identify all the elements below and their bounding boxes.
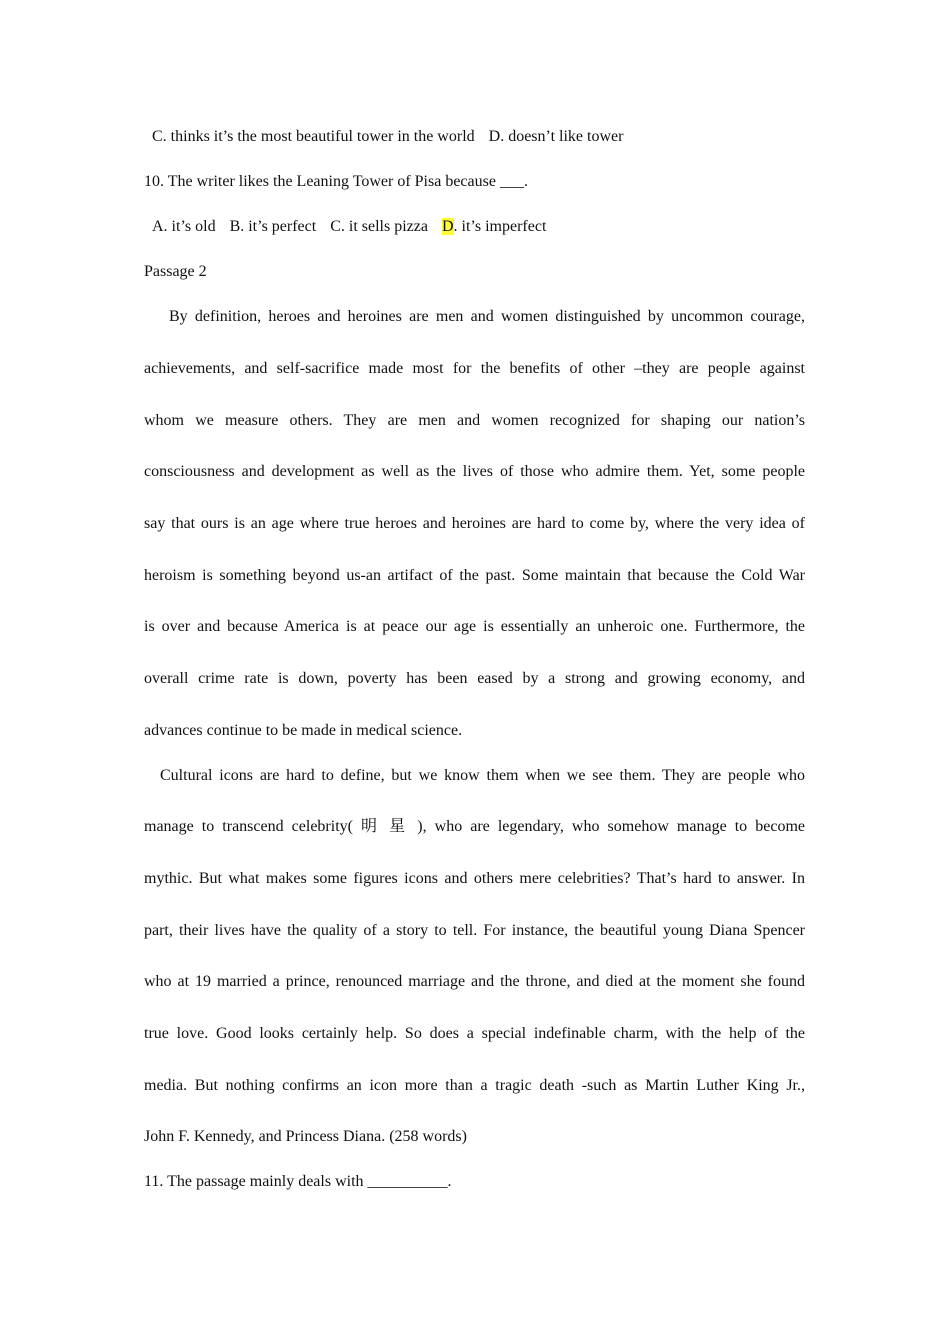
q10-option-d bbox=[442, 218, 546, 235]
q10-option-b: B. it’s perfect bbox=[229, 218, 317, 235]
paragraph-line: say that ours is an age where true heroes and heroines are hard to come by, where the very idea of bbox=[144, 515, 805, 532]
paragraph-line: whom we measure others. They are men and women recognized for shaping our nation’s bbox=[144, 412, 805, 429]
highlighted-answer-letter: D bbox=[441, 218, 454, 235]
paragraph-line: part, their lives have the quality of a story to tell. For instance, the beautiful young Diana Spencer bbox=[144, 922, 805, 939]
q9-option-d: D. doesn’t like tower bbox=[488, 128, 624, 145]
paragraph-line: advances continue to be made in medical science. bbox=[144, 722, 463, 739]
q9-option-c: C. thinks it’s the most beautiful tower in the world bbox=[152, 128, 475, 145]
paragraph-line: true love. Good looks certainly help. So does a special indefinable charm, with the help of the bbox=[144, 1025, 805, 1042]
q9-options-cd bbox=[152, 127, 623, 147]
paragraph-line: John F. Kennedy, and Princess Diana. (258 words) bbox=[144, 1128, 467, 1145]
q10-option-d-text: . it’s imperfect bbox=[453, 218, 547, 235]
q10-option-a: A. it’s old bbox=[152, 218, 216, 235]
paragraph-line: is over and because America is at peace our age is essentially an unheroic one. Furthermore, the bbox=[144, 618, 805, 635]
paragraph-line: mythic. But what makes some figures icons and others mere celebrities? That’s hard to answer. In bbox=[144, 870, 805, 887]
q11-stem: 11. The passage mainly deals with __________. bbox=[144, 1173, 452, 1190]
q10-options bbox=[152, 217, 546, 237]
paragraph-line: media. But nothing confirms an icon more than a tragic death -such as Martin Luther King Jr., bbox=[144, 1077, 805, 1094]
paragraph-line: overall crime rate is down, poverty has been eased by a strong and growing economy, and bbox=[144, 670, 805, 687]
paragraph-line: who at 19 married a prince, renounced marriage and the throne, and died at the moment she found bbox=[144, 973, 805, 990]
paragraph-line: manage to transcend celebrity( 明 星 ), who are legendary, who somehow manage to become bbox=[144, 818, 805, 835]
paragraph-line: heroism is something beyond us-an artifact of the past. Some maintain that because the Cold War bbox=[144, 567, 805, 584]
paragraph-line: consciousness and development as well as the lives of those who admire them. Yet, some people bbox=[144, 463, 805, 480]
q10-stem: 10. The writer likes the Leaning Tower of Pisa because ___. bbox=[144, 173, 528, 190]
paragraph-line: Cultural icons are hard to define, but we know them when we see them. They are people who bbox=[160, 767, 805, 784]
passage-title: Passage 2 bbox=[144, 263, 207, 280]
paragraph-line: achievements, and self-sacrifice made most for the benefits of other –they are people against bbox=[144, 360, 805, 377]
q10-option-c: C. it sells pizza bbox=[330, 218, 428, 235]
paragraph-line: By definition, heroes and heroines are men and women distinguished by uncommon courage, bbox=[169, 308, 805, 325]
